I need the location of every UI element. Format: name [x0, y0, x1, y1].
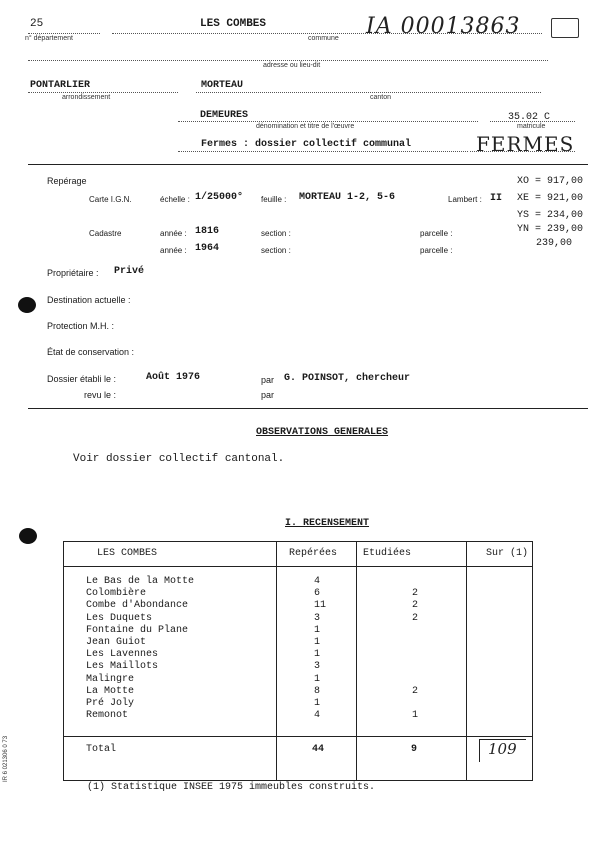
corner-box: [551, 18, 579, 38]
table-row-reperees: 1: [314, 649, 321, 660]
denomination-label: dénomination et titre de l'œuvre: [256, 123, 355, 130]
lambert-label: Lambert :: [448, 195, 482, 204]
footnote: (1) Statistique INSEE 1975 immeubles construits.: [87, 782, 376, 793]
table-row-etudiees: 2: [412, 600, 419, 611]
proprietaire-value: Privé: [114, 266, 145, 277]
table-row-reperees: 4: [314, 576, 321, 587]
table-row-reperees: 1: [314, 674, 321, 685]
reperage-label: Repérage: [47, 176, 87, 186]
yn-coordinate: YN = 239,00: [517, 224, 584, 235]
parcelle2-label: parcelle :: [420, 246, 453, 255]
proprietaire-label: Propriétaire :: [47, 268, 99, 278]
punch-hole-mark: [18, 297, 36, 313]
table-row-reperees: 4: [314, 710, 321, 721]
col-header-reperees: Repérées: [289, 548, 338, 559]
feuille-label: feuille :: [261, 195, 287, 204]
table-row-name: Combe d'Abondance: [86, 600, 189, 611]
arrondissement-label: arrondissement: [62, 94, 111, 101]
table-row-name: Les Maillots: [86, 661, 159, 672]
table-row-reperees: 3: [314, 661, 321, 672]
yn-corrected: 239,00: [536, 238, 573, 249]
col-header-sur: Sur (1): [486, 548, 529, 559]
dossier-title: Fermes : dossier collectif communal: [201, 139, 412, 150]
dossier-date: Août 1976: [146, 372, 201, 383]
table-row-name: Remonot: [86, 710, 129, 721]
carte-ign-label: Carte I.G.N.: [89, 195, 132, 204]
section2-label: section :: [261, 246, 291, 255]
table-row-etudiees: 2: [412, 613, 419, 624]
commune-value: LES COMBES: [200, 18, 267, 30]
table-row-name: Le Bas de la Motte: [86, 576, 195, 587]
annee1-value: 1816: [195, 226, 220, 237]
ys-coordinate: YS = 234,00: [517, 210, 584, 221]
table-row-reperees: 1: [314, 698, 321, 709]
col-header-etudiees: Etudiées: [363, 548, 412, 559]
table-row-name: Les Lavennes: [86, 649, 159, 660]
lambert-value: II: [490, 193, 503, 204]
echelle-label: échelle :: [160, 195, 190, 204]
table-row-name: Colombière: [86, 588, 147, 599]
table-row-name: Fontaine du Plane: [86, 625, 189, 636]
observations-text: Voir dossier collectif cantonal.: [73, 453, 285, 465]
canton-value: MORTEAU: [201, 80, 244, 91]
denomination-value: DEMEURES: [200, 110, 249, 121]
annee1-label: année :: [160, 229, 187, 238]
matricule-value: 35.02 C: [508, 112, 551, 123]
adresse-label: adresse ou lieu-dit: [263, 62, 321, 69]
table-row-name: Les Duquets: [86, 613, 153, 624]
dossier-etabli-label: Dossier établi le :: [47, 374, 117, 384]
cadastre-label: Cadastre: [89, 229, 122, 238]
total-reperees: 44: [312, 744, 325, 755]
matricule-label: matricule: [517, 123, 546, 130]
handwritten-inventory-code: IA 00013863: [366, 14, 521, 39]
table-row-etudiees: 2: [412, 686, 419, 697]
total-etudiees: 9: [411, 744, 418, 755]
arrondissement-value: PONTARLIER: [30, 80, 91, 91]
xe-coordinate: XE = 921,00: [517, 193, 584, 204]
table-row-name: La Motte: [86, 686, 135, 697]
commune-label: commune: [308, 35, 339, 42]
table-row-reperees: 3: [314, 613, 321, 624]
punch-hole-mark-2: [19, 528, 37, 544]
par-label: par: [261, 375, 275, 385]
observations-title: OBSERVATIONS GENERALES: [256, 427, 389, 438]
handwritten-title: FERMES: [476, 132, 575, 156]
table-row-reperees: 11: [314, 600, 327, 611]
fields-divider: [28, 408, 588, 409]
table-row-reperees: 8: [314, 686, 321, 697]
par-value: G. POINSOT, chercheur: [284, 373, 411, 384]
header-divider: [28, 164, 588, 165]
annee2-value: 1964: [195, 243, 220, 254]
feuille-value: MORTEAU 1-2, 5-6: [299, 192, 396, 203]
total-label: Total: [86, 744, 117, 755]
table-row-name: Malingre: [86, 674, 135, 685]
total-sur-value: 109: [488, 740, 517, 758]
par2-label: par: [261, 390, 275, 400]
table-row-reperees: 1: [314, 625, 321, 636]
table-row-reperees: 1: [314, 637, 321, 648]
table-row-name: Jean Guiot: [86, 637, 147, 648]
annee2-label: année :: [160, 246, 187, 255]
parcelle1-label: parcelle :: [420, 229, 453, 238]
canton-label: canton: [370, 94, 392, 101]
col-header-commune: LES COMBES: [97, 548, 158, 559]
section1-label: section :: [261, 229, 291, 238]
destination-label: Destination actuelle :: [47, 295, 131, 305]
table-row-etudiees: 2: [412, 588, 419, 599]
table-row-reperees: 6: [314, 588, 321, 599]
dept-number: 25: [30, 18, 44, 30]
revu-label: revu le :: [84, 390, 117, 400]
dept-label: n° département: [25, 35, 73, 42]
recensement-title: I. RECENSEMENT: [285, 518, 370, 529]
margin-reference-code: IR 6 021306 0 73: [3, 735, 9, 782]
table-row-name: Pré Joly: [86, 698, 135, 709]
echelle-value: 1/25000°: [195, 192, 244, 203]
table-row-etudiees: 1: [412, 710, 419, 721]
xo-coordinate: XO = 917,00: [517, 176, 584, 187]
etat-label: État de conservation :: [47, 347, 135, 357]
protection-label: Protection M.H. :: [47, 321, 115, 331]
